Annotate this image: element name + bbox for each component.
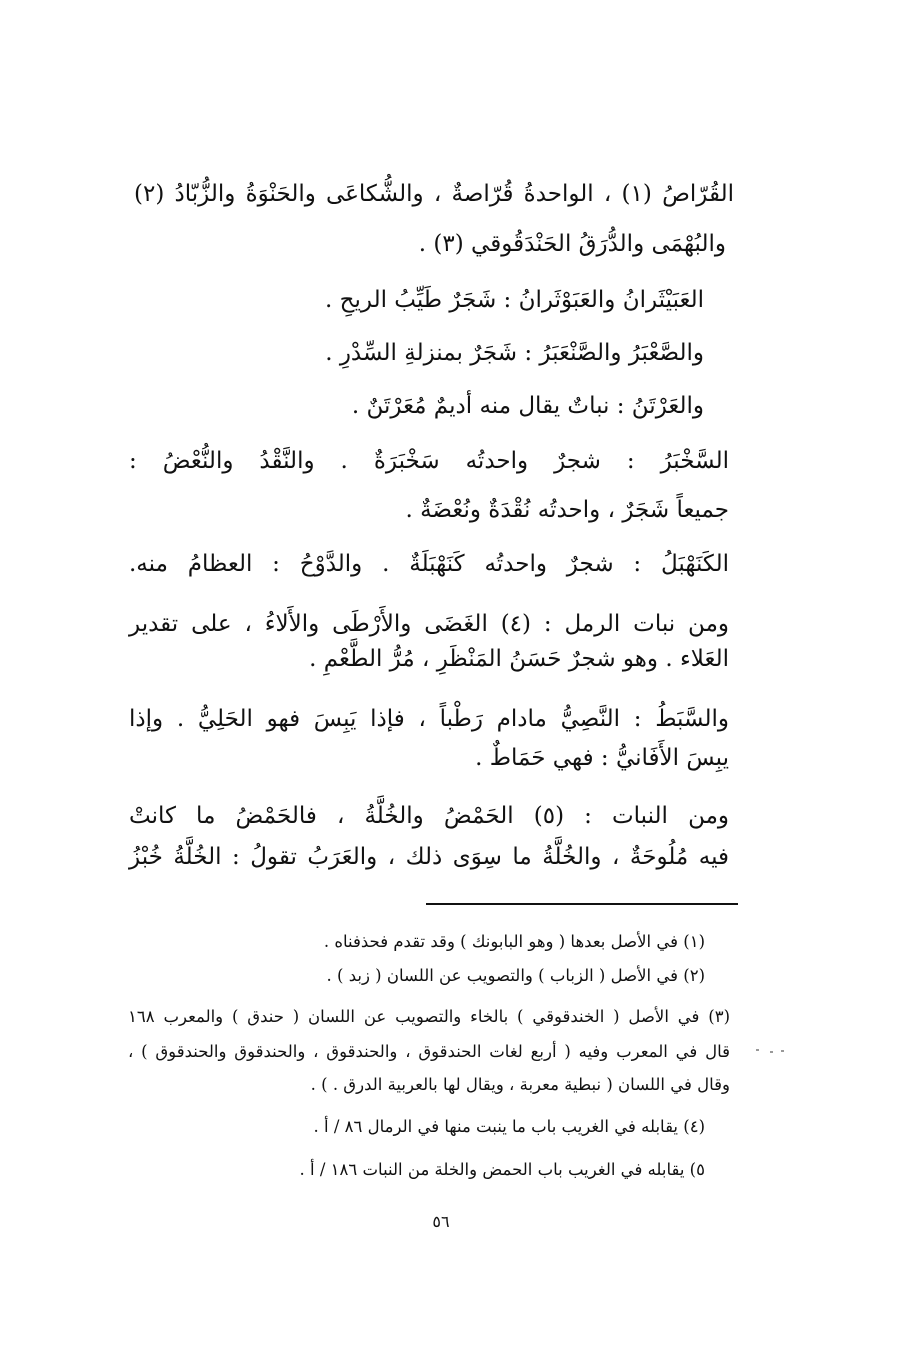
footnote-separator [426,903,738,905]
footnote: قال في المعرب وفيه ( أربع لغات الحندقوق ، والحندقوق ، والحندقوق والحندقوق ) ، [128,1042,730,1061]
body-line: يبِسَ الأَفَانيُّ : فهي حَمَاطٌ . [475,745,729,771]
footnote: (٤) يقابله في الغريب باب ما ينبت منها في الرمال ٨٦ / أ . [313,1117,705,1136]
scan-speck [756,1049,759,1051]
page-number: ٥٦ [432,1212,450,1231]
body-line: والعَرْتَنُ : نباتٌ يقال منه أديمٌ مُعَرْتَنٌ . [351,393,704,419]
scan-speck [770,1051,773,1053]
body-line: العَلاء . وهو شجرٌ حَسَنُ المَنْظَرِ ، مُرُّ الطَّعْمِ . [309,646,729,672]
body-line: العَبَيْثَرانُ والعَبَوْثَرانُ : شَجَرٌ طَيِّبُ الريحِ . [325,287,704,313]
footnote: (٢) في الأصل ( الزباب ) والتصويب عن اللسان ( زبد ) . [326,966,705,985]
body-line: ومن النبات : (٥) الحَمْضُ والخُلَّةُ ، فالحَمْضُ ما كانتْ [129,803,729,829]
footnote: (١) في الأصل بعدها ( وهو البابونك ) وقد تقدم فحذفناه . [323,932,705,951]
footnote: وقال في اللسان ( نبطية معربة ، ويقال لها بالعربية الدرق . ) . [310,1075,730,1094]
body-line: السَّخْبَرُ : شجرٌ واحدتُه سَخْبَرَةٌ . والنَّقْدُ والنُّعْضُ : [129,448,729,474]
body-line: القُرّاصُ (١) ، الواحدةُ قُرّاصةٌ ، والشُّكاعَى والحَنْوَةُ والزُّبّادُ (٢) [134,181,734,207]
footnote: ٥) يقابله في الغريب باب الحمض والخلة من النبات ١٨٦ / أ . [299,1160,705,1179]
body-line: والسَّبَطُ : النَّصِيُّ مادام رَطْباً ، فإذا يَبِسَ فهو الحَلِيُّ . وإذا [129,706,729,732]
body-line: جميعاً شَجَرٌ ، واحدتُه نُقْدَةٌ ونُعْضَةٌ . [405,497,729,523]
body-line: الكَنَهْبَلُ : شجرٌ واحدتُه كَنَهْبَلَةٌ . والدَّوْحُ : العظامُ منه. [129,551,729,577]
footnote: (٣) في الأصل ( الخندقوقي ) بالخاء والتصويب عن اللسان ( حندق ) والمعرب ١٦٨ [128,1007,730,1026]
body-line: ومن نبات الرمل : (٤) الغَضَى والأَرْطَى والأَلاءُ ، على تقدير [129,611,729,637]
body-line: فيه مُلُوحَةٌ ، والخُلَّةُ ما سِوَى ذلك ، والعَرَبُ تقولُ : الخُلَّةُ خُبْزُ [129,844,729,870]
body-line: والصَّعْبَرُ والصَّنْعَبَرُ : شَجَرٌ بمنزلةِ السِّدْرِ . [325,340,704,366]
body-line: والبُهْمَى والدُّرَقُ الحَنْدَقُوقي (٣) . [418,231,726,257]
scan-speck [781,1050,784,1052]
